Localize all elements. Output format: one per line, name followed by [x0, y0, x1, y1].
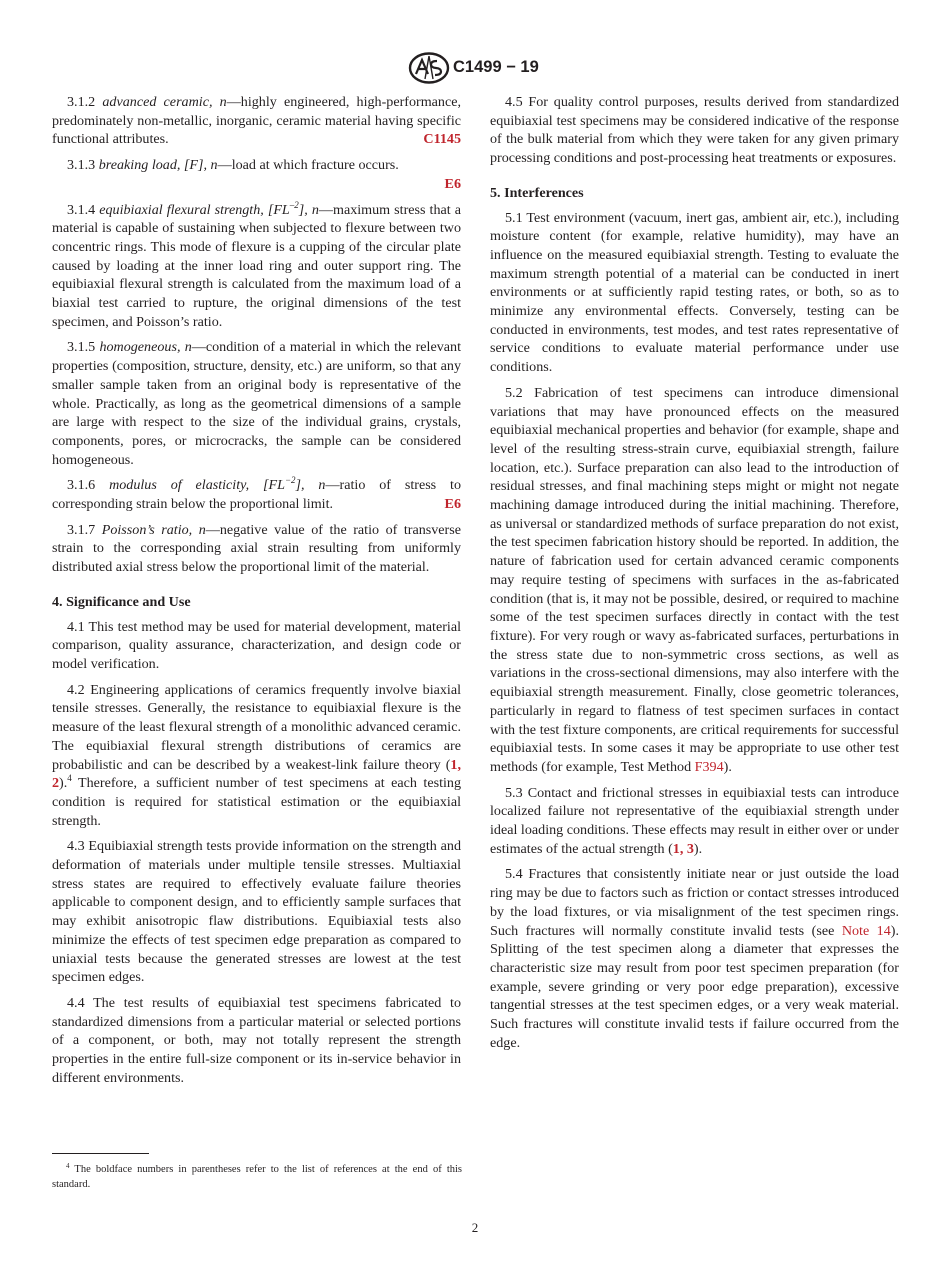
footnote: $^4$ The boldface numbers in parentheses refer to the list of references at the end of this standard. [52, 1162, 462, 1190]
definition-3-1-7: 3.1.7 Poisson’s ratio, n—negative value of the ratio of transverse strain to the corresponding axial strain resulting from uniformly distributed axial stress below the proportional limit of the material. [52, 521, 461, 576]
reference-link[interactable]: 2 [52, 775, 60, 792]
footnote-divider [52, 1153, 149, 1154]
definition-3-1-4: 3.1.4 equibiaxial flexural strength, $[FL^{-2}]$, n—maximum stress that a material is capable of sustaining when subjected to flexure between two concentric rings. This mode of flexure is a cupping of the circular plate caused by loading at the inner load ring and outer support ring. The equibiaxial flexural strength is calculated from the maximum load of a biaxial test carried to rupture, the original dimensions of the test specimen, and Poisson’s ratio. [52, 199, 461, 330]
footnote-marker[interactable]: 4 [67, 773, 72, 784]
definition-term: equibiaxial flexural strength, $[FL^{-2}]$, n [99, 199, 319, 218]
right-column [490, 93, 899, 1052]
definition-term: Poisson’s ratio, n [101, 521, 206, 538]
definition-3-1-6: 3.1.6 modulus of elasticity, $[FL^{-2}]$, n—ratio of stress to corresponding strain below the proportional limit. E6 [52, 475, 461, 513]
paragraph-5-2: 5.2 Fabrication of test specimens can introduce dimensional variations that may have pronounced effects on the measured equibiaxial mechanical properties and behavior (for example, shape and level of the resulting stress-strain curve, equibiaxial strength, failure location, etc.). Surface preparation can also lead to the introduction of residual stresses, and final machining steps might or might not negate machining damage introduced during the initial machining. Therefore, as universal or standardized methods of surface preparation do not exist, the test specimen fabrication history should be reported. In addition, the nature of fabrication used for certain advanced ceramic components may require testing of specimens with surfaces in the as-fabricated condition (that is, it may not be possible, desired, or required to machine some of the test specimen surfaces directly in contact with the test fixture). For very rough or wavy as-fabricated surfaces, perturbations in the stress state due to non-symmetric cross sections, as well as variations in the cross-sectional dimensions, may also interfere with the equibiaxial strength measurement. Finally, close geometric tolerances, particularly in regard to flatness of test specimen surfaces in contact with the test fixture components, are critical requirements for successful equibiaxial tests. In some cases it may be appropriate to use other test methods (for example, Test Method F394). [490, 384, 900, 775]
definition-3-1-3: 3.1.3 breaking load, [F], n—load at which fracture occurs. E6 [52, 156, 461, 193]
definition-term: modulus of elasticity, $[FL^{-2}]$, n [109, 475, 326, 494]
paragraph-4-4: 4.4 The test results of equibiaxial test specimens fabricated to standardized dimensions from a particular material or selected portions of a component, or both, may not totally represent the strength properties in the entire full-size component or its in-service behavior in different environments. [52, 994, 461, 1086]
astm-logo-icon [408, 52, 450, 84]
section-heading-interferences: 5. Interferences [490, 184, 584, 201]
definition-3-1-2: 3.1.2 advanced ceramic, n—highly engineered, high-performance, predominately non-metallic, inorganic, ceramic material having specific functional attributes. C1145 [52, 94, 461, 148]
left-column [52, 93, 461, 1087]
paragraph-4-2: 4.2 Engineering applications of ceramics frequently involve biaxial tensile stresses. Generally, the resistance to equibiaxial flexure is the measure of the least flexural strength of a monolithic advanced ceramic. The equibiaxial flexural strength distributions of ceramics are probabilistic and can be described by a weakest-link failure theory (1, 2).$^4$ Therefore, a sufficient number of test specimens at each testing condition is required for statistical estimation or the equibiaxial strength. [52, 681, 461, 829]
reference-link[interactable]: 1 [450, 756, 458, 773]
reference-link[interactable]: 1 [672, 840, 680, 857]
page-header [0, 52, 950, 84]
note-link[interactable]: Note 14 [841, 922, 891, 939]
standard-reference-link[interactable]: C1145 [423, 131, 461, 148]
paragraph-4-3: 4.3 Equibiaxial strength tests provide information on the strength and deformation of materials under multiple tensile stresses. Multiaxial stress states are required to effectively evaluate failure theories applicable to component design, and to efficiently sample surfaces that may exhibit anisotropic flaw distributions. Equibiaxial tests also minimize the effects of test specimen edge preparation as compared to uniaxial tests because the generated stresses are lowest at the test specimen edges. [52, 838, 461, 986]
paragraph-5-3: 5.3 Contact and frictional stresses in equibiaxial tests can introduce localized failure not representative of the equibiaxial strength under ideal loading conditions. These effects may result in either over or under estimates of the actual strength (1, 3). [490, 784, 899, 857]
page-number: 2 [471, 1220, 479, 1235]
definition-term: homogeneous, n [99, 339, 192, 356]
definition-term: advanced ceramic, n [102, 94, 227, 110]
standard-reference-link[interactable]: E6 [444, 175, 461, 192]
definition-term: breaking load, [F], n [98, 157, 218, 174]
section-heading-significance: 4. Significance and Use [52, 593, 191, 610]
document-designation: C1499 − 19 [453, 58, 539, 76]
paragraph-4-1: 4.1 This test method may be used for material development, material comparison, quality assurance, characterization, and design code or model verification. [52, 618, 461, 672]
paragraph-5-4: 5.4 Fractures that consistently initiate near or just outside the load ring may be due to factors such as friction or contact stresses introduced by the load fixtures, or via misalignment of the test specimen rings. Such fractures will normally constitute invalid tests (see Note 14). Splitting of the test specimen along a diameter that expresses the characteristic size may result from poor test specimen preparation (for example, severe grinding or very poor edge preparation), excessive tangential stresses at the test specimen edges, or a very weak material. Such fractures will constitute invalid tests if failure occurred from the edge. [490, 866, 899, 1051]
standard-reference-link[interactable]: F394 [694, 758, 724, 775]
definition-3-1-5: 3.1.5 homogeneous, n—condition of a material in which the relevant properties (composition, structure, density, etc.) are uniform, so that any smaller sample taken from an original body is representative of the whole. Practically, as long as the geometrical dimensions of a sample are large with respect to the size of the individual grains, crystals, components, pores, or microcracks, the sample can be considered homogeneous. [52, 339, 461, 468]
paragraph-5-1: 5.1 Test environment (vacuum, inert gas, ambient air, etc.), including moisture content (for example, relative humidity), may have an influence on the measured equibiaxial strength. Testing to evaluate the maximum strength potential of a material can be conducted in inert environments or at sufficiently rapid testing rates, or both, so as to minimize any environmental effects. Conversely, testing can be conducted in environments, test modes, and test rates representative of service conditions to evaluate material performance under use conditions. [490, 209, 899, 376]
paragraph-4-5: 4.5 For quality control purposes, results derived from standardized equibiaxial test specimens may be considered indicative of the response of the bulk material from which they were taken for any given primary processing conditions and post-processing heat treatments or exposures. [490, 94, 899, 167]
reference-link[interactable]: 3 [686, 840, 694, 857]
standard-reference-link[interactable]: E6 [444, 496, 461, 513]
